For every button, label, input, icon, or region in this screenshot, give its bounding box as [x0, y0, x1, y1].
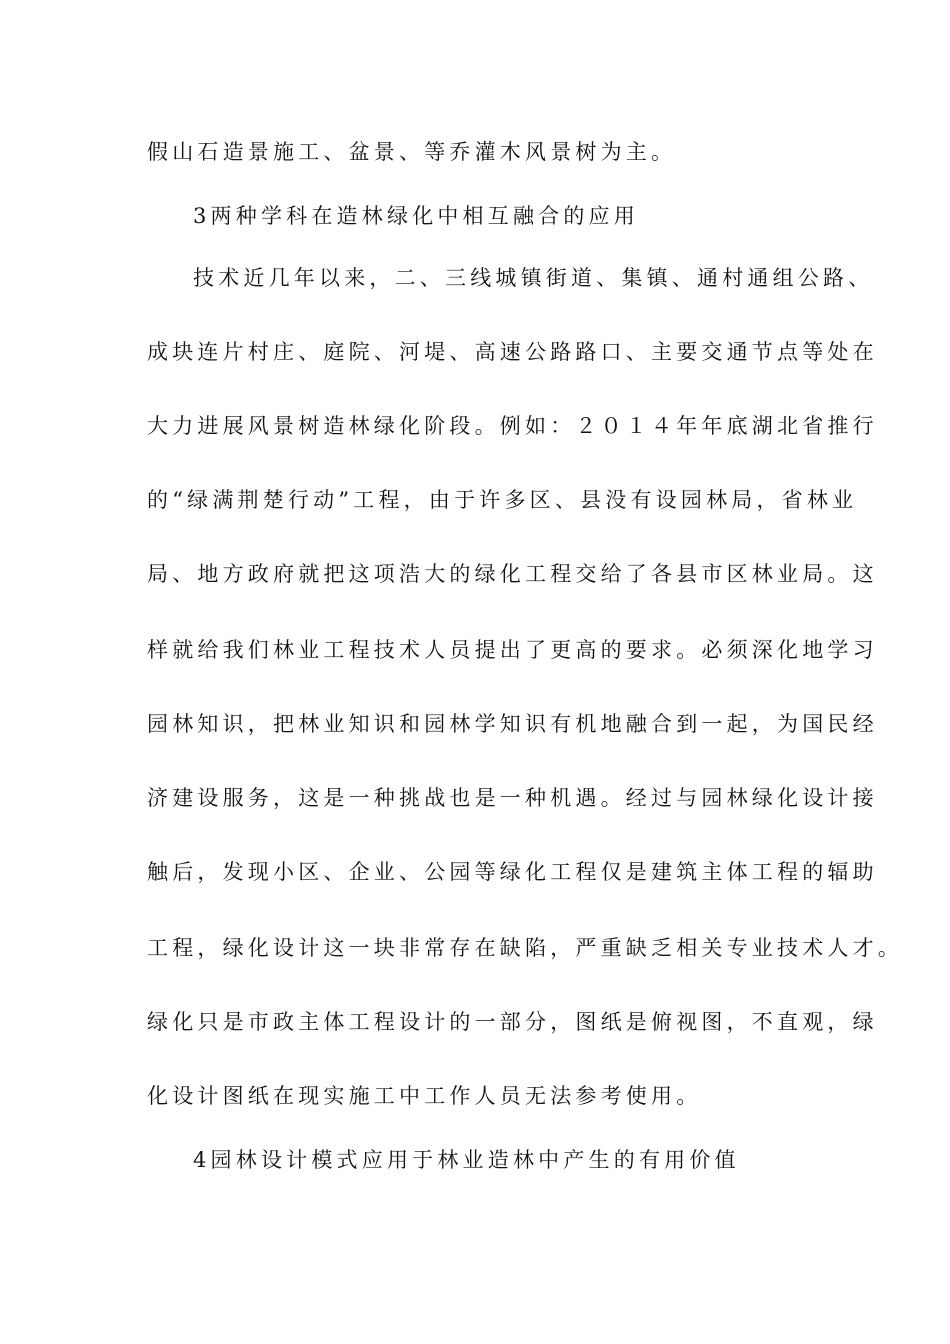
paragraph-line: 工程，绿化设计这一块非常存在缺陷，严重缺乏相关专业技术人才。	[147, 936, 903, 960]
paragraph-line: 大力进展风景树造林绿化阶段。例如：２０１４年年底湖北省推行	[147, 414, 878, 438]
paragraph-line: 假山石造景施工、盆景、等乔灌木风景树为主。	[147, 140, 677, 164]
paragraph-line: 化设计图纸在现实施工中工作人员无法参考使用。	[147, 1084, 702, 1108]
paragraph-line: 样就给我们林业工程技术人员提出了更高的要求。必须深化地学习	[147, 638, 878, 662]
paragraph-line: 触后，发现小区、企业、公园等绿化工程仅是建筑主体工程的辐助	[147, 860, 878, 884]
paragraph-line: 园林知识，把林业知识和园林学知识有机地融合到一起，为国民经	[147, 712, 878, 736]
paragraph-line: 成块连片村庄、庭院、河堤、高速公路路口、主要交通节点等处在	[147, 340, 878, 364]
paragraph-line: 绿化只是市政主体工程设计的一部分，图纸是俯视图，不直观，绿	[147, 1010, 878, 1034]
paragraph-line: 济建设服务，这是一种挑战也是一种机遇。经过与园林绿化设计接	[147, 786, 878, 810]
paragraph-line: 局、地方政府就把这项浩大的绿化工程交给了各县市区林业局。这	[147, 562, 878, 586]
section-heading: 4园林设计模式应用于林业造林中产生的有用价值	[193, 1148, 740, 1172]
paragraph-line: 技术近几年以来，二、三线城镇街道、集镇、通村通组公路、	[193, 266, 874, 290]
section-heading: 3两种学科在造林绿化中相互融合的应用	[193, 204, 639, 228]
paragraph-line: 的“绿满荆楚行动”工程，由于许多区、县没有设园林局，省林业	[147, 488, 858, 512]
